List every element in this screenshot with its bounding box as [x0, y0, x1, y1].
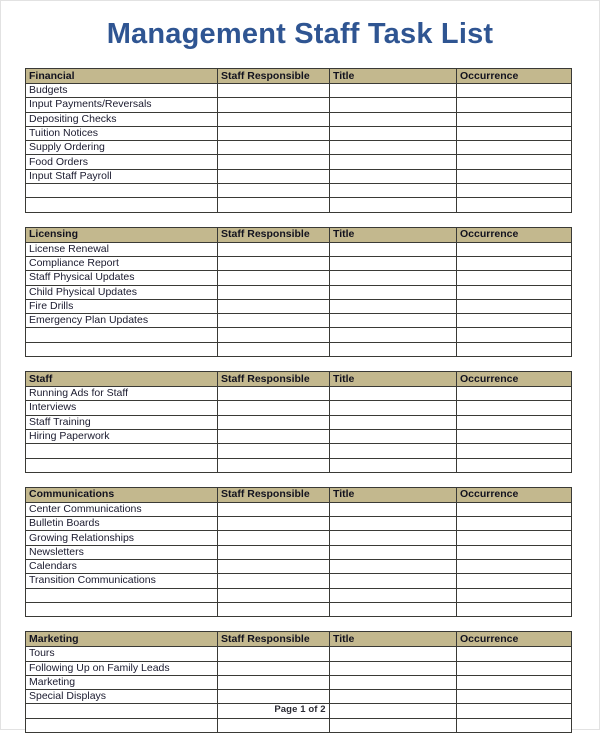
occurrence-cell[interactable] [457, 126, 572, 140]
title-cell[interactable] [330, 242, 457, 256]
task-name-cell: Compliance Report [26, 256, 218, 270]
task-name-cell: Running Ads for Staff [26, 387, 218, 401]
occurrence-cell[interactable] [457, 545, 572, 559]
task-name-cell: Child Physical Updates [26, 285, 218, 299]
table-header-row [26, 632, 572, 647]
staff-responsible-cell[interactable] [218, 531, 330, 545]
task-name-cell: Bulletin Boards [26, 517, 218, 531]
title-cell[interactable] [330, 458, 457, 472]
occurrence-cell[interactable] [457, 387, 572, 401]
column-header-cell: Occurrence [457, 632, 572, 647]
task-tables-container [1, 68, 599, 733]
task-name-cell: Tours [26, 647, 218, 661]
table-row-blank [26, 458, 572, 472]
task-name-cell[interactable] [26, 718, 218, 732]
table-row-blank [26, 718, 572, 732]
occurrence-cell[interactable] [457, 84, 572, 98]
staff-responsible-cell[interactable] [218, 429, 330, 443]
task-name-cell: Input Payments/Reversals [26, 98, 218, 112]
section-header-cell: Communications [26, 487, 218, 502]
occurrence-cell[interactable] [457, 675, 572, 689]
table-row [26, 299, 572, 313]
task-name-cell: Marketing [26, 675, 218, 689]
title-cell[interactable] [330, 198, 457, 212]
column-header-cell: Staff Responsible [218, 487, 330, 502]
table-row [26, 98, 572, 112]
task-name-cell: Center Communications [26, 502, 218, 516]
table-row-blank [26, 444, 572, 458]
staff-responsible-cell[interactable] [218, 690, 330, 704]
task-name-cell[interactable] [26, 588, 218, 602]
table-row [26, 690, 572, 704]
staff-responsible-cell[interactable] [218, 387, 330, 401]
occurrence-cell[interactable] [457, 560, 572, 574]
staff-responsible-cell[interactable] [218, 560, 330, 574]
occurrence-cell[interactable] [457, 690, 572, 704]
title-cell[interactable] [330, 184, 457, 198]
occurrence-cell[interactable] [457, 718, 572, 732]
table-row [26, 126, 572, 140]
staff-responsible-cell[interactable] [218, 545, 330, 559]
column-header-cell: Title [330, 487, 457, 502]
staff-responsible-cell[interactable] [218, 285, 330, 299]
occurrence-cell[interactable] [457, 169, 572, 183]
task-name-cell[interactable] [26, 444, 218, 458]
column-header-cell: Occurrence [457, 227, 572, 242]
table-row [26, 675, 572, 689]
task-table-licensing [25, 227, 572, 357]
section-header-cell: Financial [26, 69, 218, 84]
occurrence-cell[interactable] [457, 285, 572, 299]
staff-responsible-cell[interactable] [218, 661, 330, 675]
staff-responsible-cell[interactable] [218, 141, 330, 155]
staff-responsible-cell[interactable] [218, 256, 330, 270]
staff-responsible-cell[interactable] [218, 342, 330, 356]
title-cell[interactable] [330, 444, 457, 458]
task-name-cell: License Renewal [26, 242, 218, 256]
table-header-row [26, 487, 572, 502]
task-table-marketing [25, 631, 572, 733]
title-cell[interactable] [330, 675, 457, 689]
title-cell[interactable] [330, 285, 457, 299]
section-header-cell: Staff [26, 372, 218, 387]
task-table-communications [25, 487, 572, 617]
column-header-cell: Staff Responsible [218, 69, 330, 84]
staff-responsible-cell[interactable] [218, 415, 330, 429]
table-row [26, 112, 572, 126]
table-row-blank [26, 198, 572, 212]
occurrence-cell[interactable] [457, 112, 572, 126]
staff-responsible-cell[interactable] [218, 718, 330, 732]
task-name-cell: Tuition Notices [26, 126, 218, 140]
column-header-cell: Occurrence [457, 487, 572, 502]
column-header-cell: Occurrence [457, 372, 572, 387]
staff-responsible-cell[interactable] [218, 401, 330, 415]
title-cell[interactable] [330, 328, 457, 342]
staff-responsible-cell[interactable] [218, 602, 330, 616]
title-cell[interactable] [330, 169, 457, 183]
table-row-blank [26, 328, 572, 342]
occurrence-cell[interactable] [457, 531, 572, 545]
task-name-cell: Budgets [26, 84, 218, 98]
task-name-cell[interactable] [26, 602, 218, 616]
occurrence-cell[interactable] [457, 661, 572, 675]
occurrence-cell[interactable] [457, 401, 572, 415]
title-cell[interactable] [330, 661, 457, 675]
title-cell[interactable] [330, 517, 457, 531]
task-name-cell: Growing Relationships [26, 531, 218, 545]
task-name-cell: Transition Communications [26, 574, 218, 588]
occurrence-cell[interactable] [457, 155, 572, 169]
staff-responsible-cell[interactable] [218, 169, 330, 183]
occurrence-cell[interactable] [457, 328, 572, 342]
table-row [26, 242, 572, 256]
column-header-cell: Staff Responsible [218, 632, 330, 647]
occurrence-cell[interactable] [457, 574, 572, 588]
task-name-cell: Newsletters [26, 545, 218, 559]
table-row [26, 84, 572, 98]
title-cell[interactable] [330, 647, 457, 661]
column-header-cell: Title [330, 227, 457, 242]
title-cell[interactable] [330, 256, 457, 270]
title-cell[interactable] [330, 126, 457, 140]
title-cell[interactable] [330, 415, 457, 429]
page-title: Management Staff Task List [106, 18, 494, 50]
occurrence-cell[interactable] [457, 458, 572, 472]
occurrence-cell[interactable] [457, 588, 572, 602]
staff-responsible-cell[interactable] [218, 314, 330, 328]
staff-responsible-cell[interactable] [218, 458, 330, 472]
staff-responsible-cell[interactable] [218, 242, 330, 256]
staff-responsible-cell[interactable] [218, 184, 330, 198]
column-header-cell: Title [330, 69, 457, 84]
title-cell[interactable] [330, 271, 457, 285]
staff-responsible-cell[interactable] [218, 647, 330, 661]
staff-responsible-cell[interactable] [218, 328, 330, 342]
occurrence-cell[interactable] [457, 141, 572, 155]
title-cell[interactable] [330, 141, 457, 155]
occurrence-cell[interactable] [457, 342, 572, 356]
staff-responsible-cell[interactable] [218, 574, 330, 588]
occurrence-cell[interactable] [457, 415, 572, 429]
staff-responsible-cell[interactable] [218, 271, 330, 285]
task-name-cell: Input Staff Payroll [26, 169, 218, 183]
task-name-cell: Following Up on Family Leads [26, 661, 218, 675]
table-row [26, 141, 572, 155]
table-row [26, 545, 572, 559]
table-row [26, 401, 572, 415]
section-header-cell: Licensing [26, 227, 218, 242]
title-cell[interactable] [330, 545, 457, 559]
staff-responsible-cell[interactable] [218, 517, 330, 531]
task-name-cell: Hiring Paperwork [26, 429, 218, 443]
table-row [26, 285, 572, 299]
occurrence-cell[interactable] [457, 98, 572, 112]
title-cell[interactable] [330, 602, 457, 616]
table-row [26, 256, 572, 270]
occurrence-cell[interactable] [457, 517, 572, 531]
staff-responsible-cell[interactable] [218, 112, 330, 126]
occurrence-cell[interactable] [457, 602, 572, 616]
table-row [26, 415, 572, 429]
staff-responsible-cell[interactable] [218, 155, 330, 169]
table-row [26, 531, 572, 545]
table-row-blank [26, 588, 572, 602]
title-cell[interactable] [330, 112, 457, 126]
task-name-cell: Staff Physical Updates [26, 271, 218, 285]
column-header-cell: Title [330, 632, 457, 647]
task-name-cell[interactable] [26, 198, 218, 212]
section-header-cell: Marketing [26, 632, 218, 647]
task-name-cell[interactable] [26, 342, 218, 356]
occurrence-cell[interactable] [457, 314, 572, 328]
staff-responsible-cell[interactable] [218, 299, 330, 313]
table-row [26, 661, 572, 675]
occurrence-cell[interactable] [457, 429, 572, 443]
column-header-cell: Title [330, 372, 457, 387]
task-name-cell: Fire Drills [26, 299, 218, 313]
staff-responsible-cell[interactable] [218, 98, 330, 112]
table-row [26, 271, 572, 285]
table-header-row [26, 69, 572, 84]
staff-responsible-cell[interactable] [218, 588, 330, 602]
page-footer: Page 1 of 2 [274, 704, 326, 715]
column-header-cell: Staff Responsible [218, 372, 330, 387]
table-row [26, 502, 572, 516]
task-name-cell: Supply Ordering [26, 141, 218, 155]
staff-responsible-cell[interactable] [218, 126, 330, 140]
table-row [26, 387, 572, 401]
task-table-financial [25, 68, 572, 213]
staff-responsible-cell[interactable] [218, 84, 330, 98]
occurrence-cell[interactable] [457, 271, 572, 285]
occurrence-cell[interactable] [457, 502, 572, 516]
title-cell[interactable] [330, 342, 457, 356]
title-cell[interactable] [330, 98, 457, 112]
staff-responsible-cell[interactable] [218, 444, 330, 458]
table-row [26, 560, 572, 574]
table-row [26, 517, 572, 531]
table-row [26, 155, 572, 169]
occurrence-cell[interactable] [457, 444, 572, 458]
title-cell[interactable] [330, 155, 457, 169]
title-cell[interactable] [330, 84, 457, 98]
occurrence-cell[interactable] [457, 299, 572, 313]
task-name-cell: Staff Training [26, 415, 218, 429]
table-header-row [26, 372, 572, 387]
task-name-cell: Emergency Plan Updates [26, 314, 218, 328]
title-cell[interactable] [330, 588, 457, 602]
column-header-cell: Staff Responsible [218, 227, 330, 242]
table-header-row [26, 227, 572, 242]
task-name-cell: Depositing Checks [26, 112, 218, 126]
title-cell[interactable] [330, 429, 457, 443]
table-row-blank [26, 184, 572, 198]
occurrence-cell[interactable] [457, 242, 572, 256]
table-row-blank [26, 602, 572, 616]
task-name-cell[interactable] [26, 184, 218, 198]
table-row-blank [26, 342, 572, 356]
occurrence-cell[interactable] [457, 198, 572, 212]
table-row [26, 647, 572, 661]
title-cell[interactable] [330, 560, 457, 574]
occurrence-cell[interactable] [457, 184, 572, 198]
title-cell[interactable] [330, 718, 457, 732]
staff-responsible-cell[interactable] [218, 198, 330, 212]
title-cell[interactable] [330, 574, 457, 588]
title-cell[interactable] [330, 314, 457, 328]
table-row [26, 574, 572, 588]
title-cell[interactable] [330, 401, 457, 415]
task-table-staff [25, 371, 572, 473]
task-name-cell: Food Orders [26, 155, 218, 169]
occurrence-cell[interactable] [457, 256, 572, 270]
title-cell[interactable] [330, 387, 457, 401]
table-row [26, 429, 572, 443]
task-name-cell: Special Displays [26, 690, 218, 704]
title-cell[interactable] [330, 299, 457, 313]
task-name-cell[interactable] [26, 458, 218, 472]
staff-responsible-cell[interactable] [218, 502, 330, 516]
task-name-cell: Calendars [26, 560, 218, 574]
title-cell[interactable] [330, 531, 457, 545]
table-row [26, 169, 572, 183]
column-header-cell: Occurrence [457, 69, 572, 84]
occurrence-cell[interactable] [457, 647, 572, 661]
task-name-cell: Interviews [26, 401, 218, 415]
title-cell[interactable] [330, 502, 457, 516]
task-name-cell[interactable] [26, 328, 218, 342]
title-cell[interactable] [330, 690, 457, 704]
staff-responsible-cell[interactable] [218, 675, 330, 689]
table-row [26, 314, 572, 328]
